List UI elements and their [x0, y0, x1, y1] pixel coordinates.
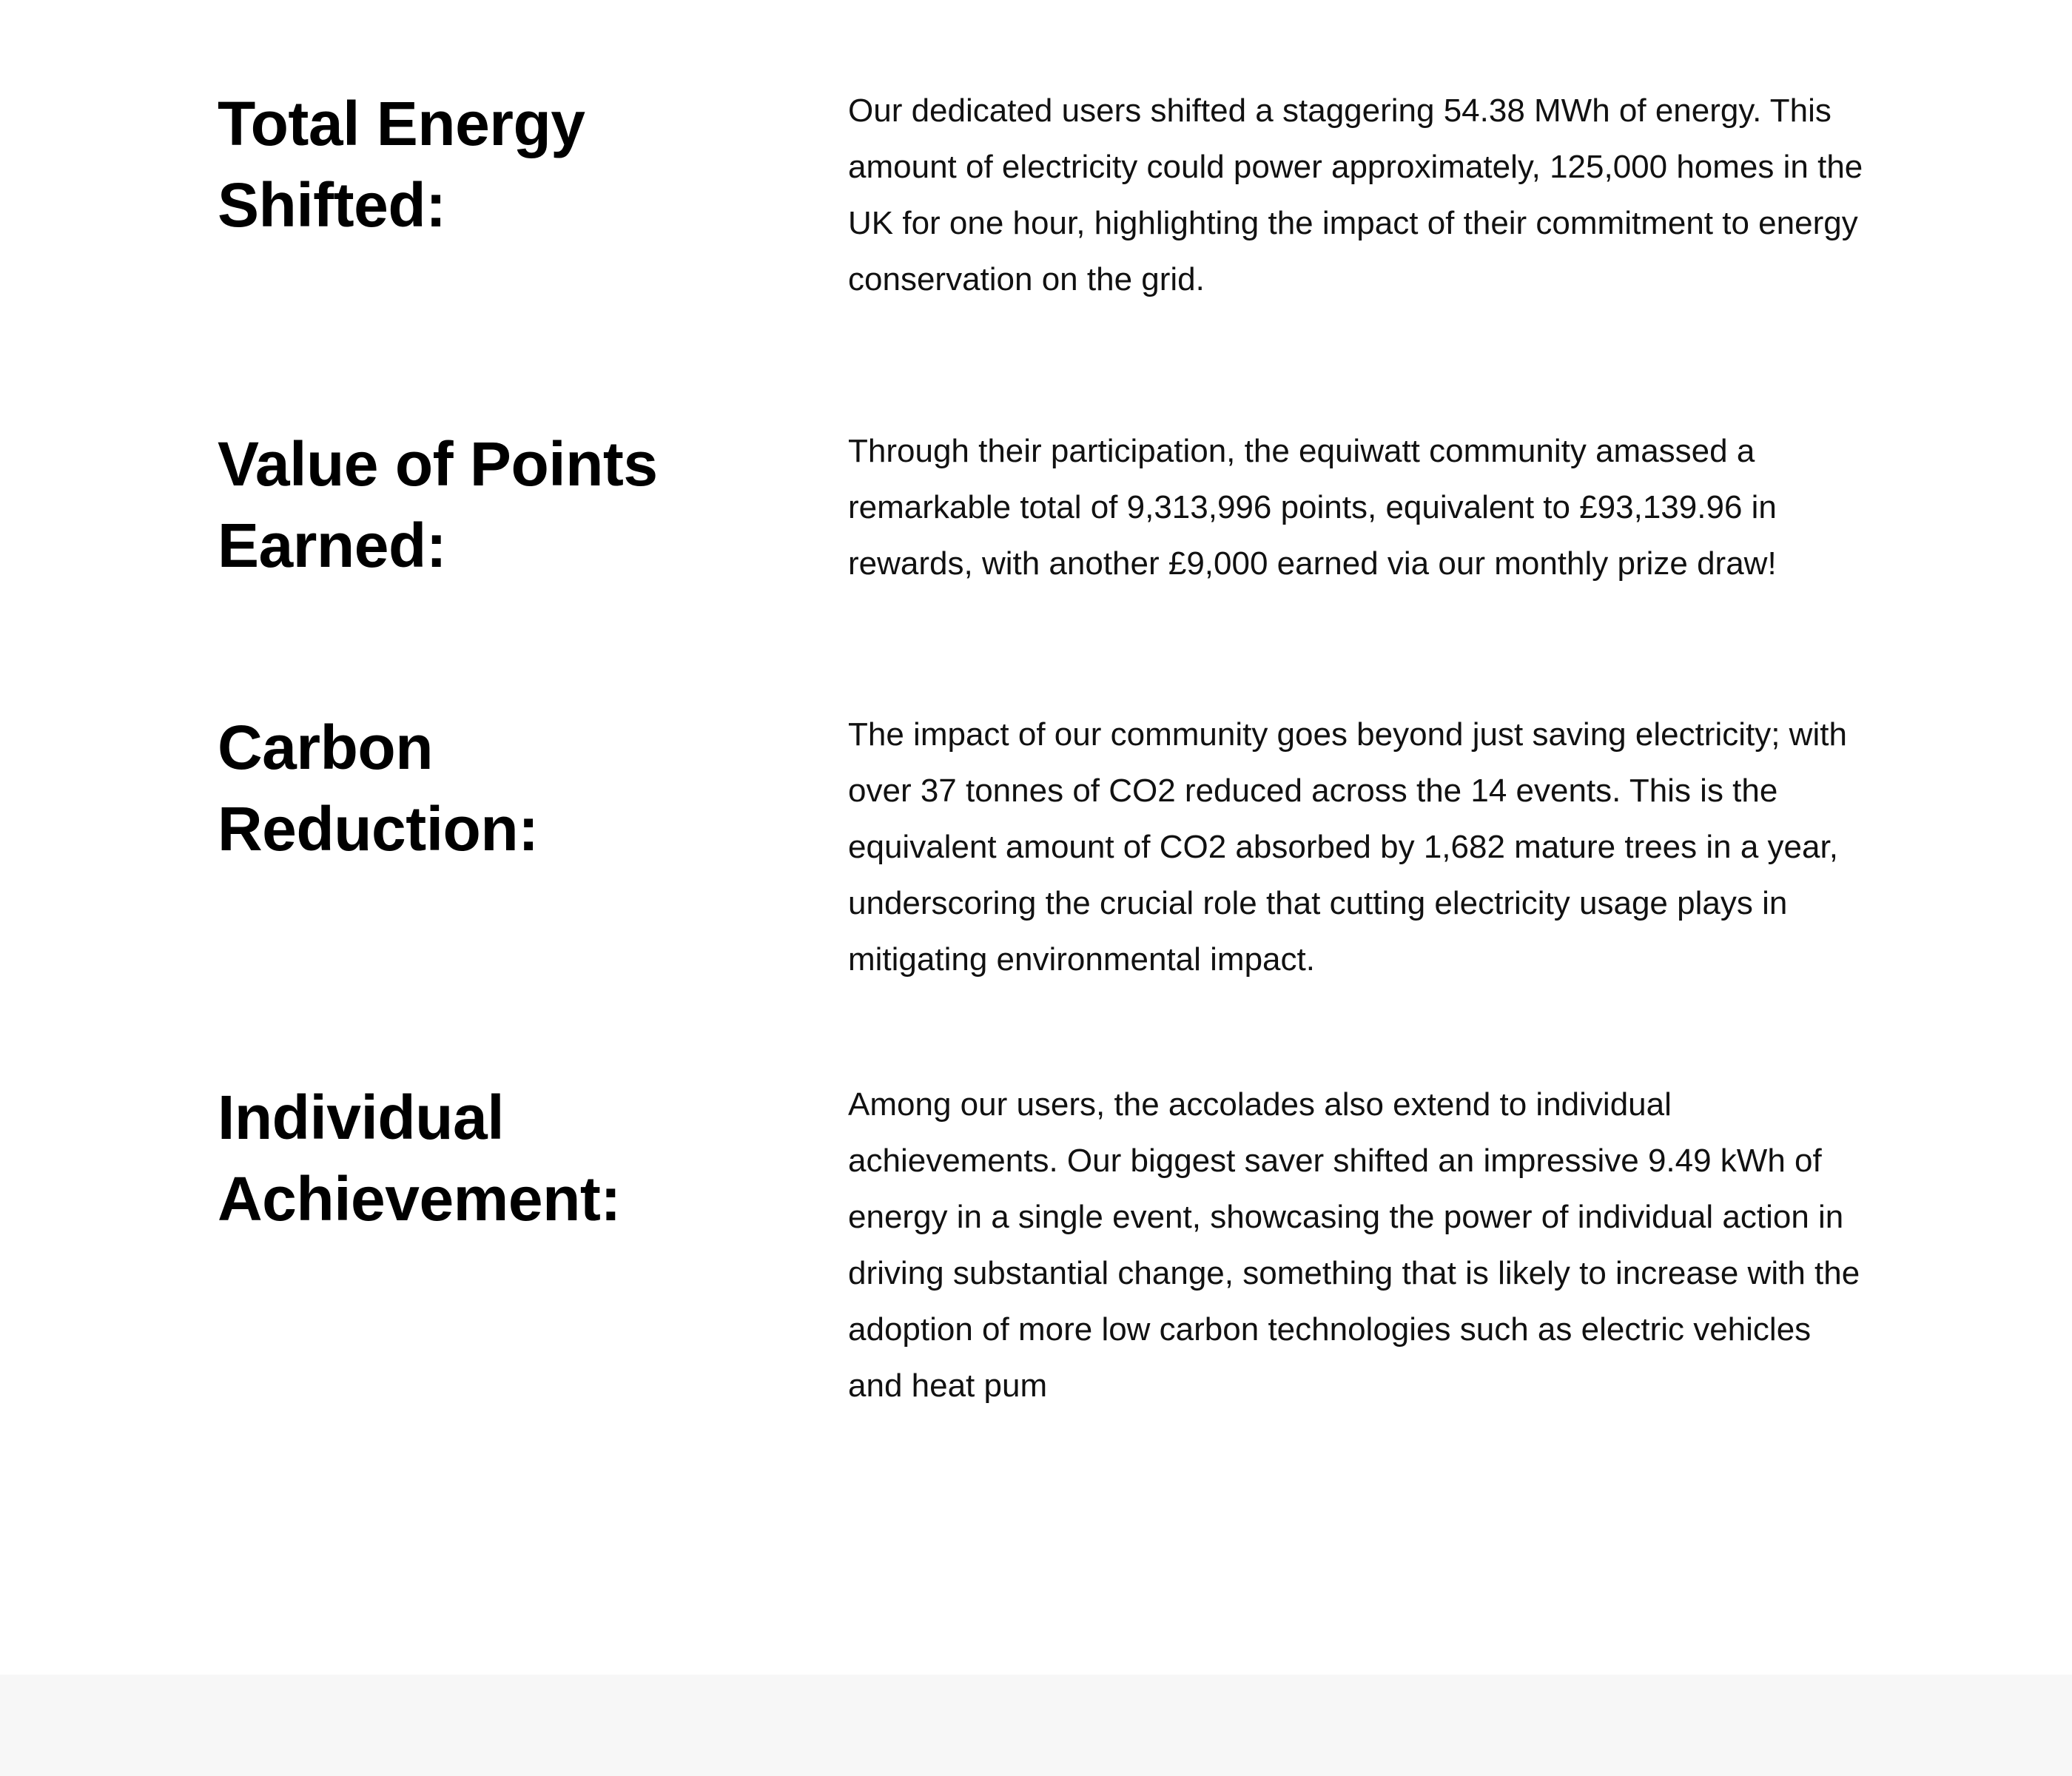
section-body: Through their participation, the equiwatt community amassed a remarkable total of 9,313,996 points, equivalent to £93,139.96 in rewards, with another £9,000 earned via our monthly prize draw!: [848, 433, 1777, 582]
section-body: Our dedicated users shifted a staggering 54.38 MWh of energy. This amount of electricity could power approximately, 125,000 homes in the UK for one hour, highlighting the impact of their commitment to energy conservation on the grid.: [848, 92, 1863, 297]
section-heading: Individual Achievement:: [218, 1083, 621, 1234]
footer-band: [0, 1675, 2072, 1776]
section-heading: Value of Points Earned:: [218, 429, 658, 580]
section-body: Among our users, the accolades also extend to individual achievements. Our biggest saver shifted an impressive 9.49 kWh of energy in a single event, showcasing the power of individual action in driving substantial change, something that is likely to increase with the adoption of more low carbon technologies such as electric vehicles and heat pum: [848, 1086, 1860, 1404]
section-heading: Carbon Reduction:: [218, 713, 539, 864]
section-heading: Total Energy Shifted:: [218, 89, 585, 240]
section-body: The impact of our community goes beyond just saving electricity; with over 37 tonnes of CO2 reduced across the 14 events. This is the equivalent amount of CO2 absorbed by 1,682 mature trees in a year, underscoring the crucial role that cutting electricity usage plays in mitigating environmental impact.: [848, 716, 1847, 978]
